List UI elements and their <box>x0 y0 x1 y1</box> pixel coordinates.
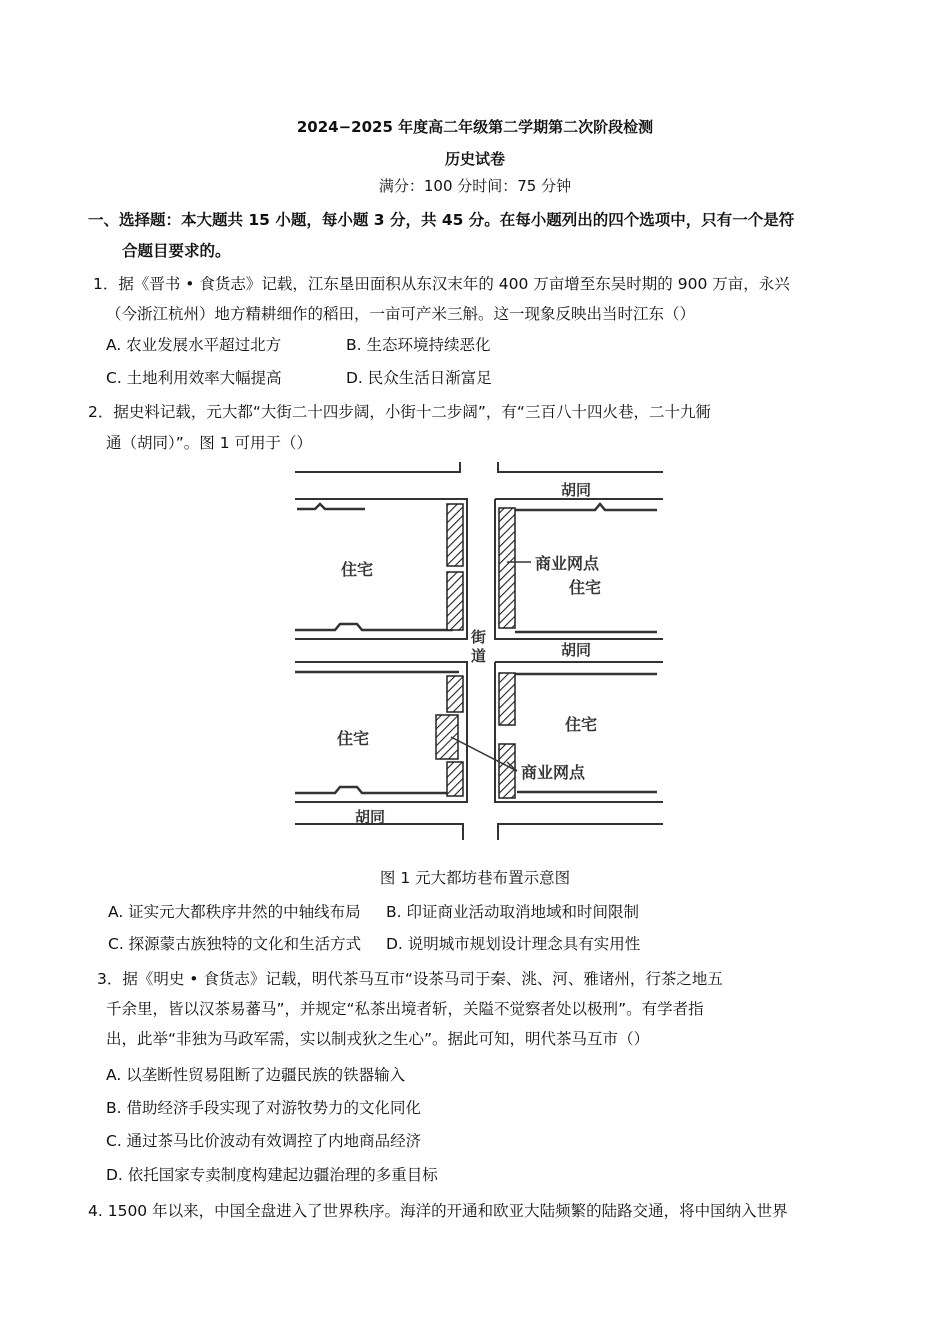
exam-meta: 满分：100 分时间：75 分钟 <box>378 177 572 195</box>
section-heading-line1: 一、选择题：本大题共 15 小题，每小题 3 分，共 45 分。在每小题列出的四个选项中，只有一个是符 <box>88 211 795 229</box>
label-jie: 街 <box>471 628 487 646</box>
bottom-right-block-outline <box>498 824 663 840</box>
q1-stem-line2: （今浙江杭州）地方精耕细作的稻田，一亩可产米三斛。这一现象反映出当时江东（） <box>106 305 696 323</box>
q2-stem-line2: 通（胡同）”。图 1 可用于（） <box>106 434 312 452</box>
q3-option-a[interactable]: A. 以垄断性贸易阻断了边疆民族的铁器输入 <box>106 1066 406 1084</box>
label-hutong-bottom: 胡同 <box>355 808 386 826</box>
outlet-ul-2 <box>447 572 463 630</box>
bottom-left-block-outline <box>295 824 463 840</box>
q3-option-d[interactable]: D. 依托国家专卖制度构建起边疆治理的多重目标 <box>106 1166 438 1184</box>
figure-1-street-layout <box>295 462 663 840</box>
label-hutong-top: 胡同 <box>561 481 592 499</box>
q2-stem-line1: 2．据史料记载，元大都“大街二十四步阔，小街十二步阔”，有“三百八十四火巷，二十九衕 <box>88 403 711 421</box>
top-right-block-outline <box>498 462 663 472</box>
label-shangye-upper: 商业网点 <box>535 554 600 573</box>
exam-title: 2024−2025 年度高二年级第二学期第二次阶段检测 <box>296 118 654 136</box>
q1-option-c[interactable]: C. 土地利用效率大幅提高 <box>106 369 282 387</box>
label-shangye-lower: 商业网点 <box>521 763 586 782</box>
q3-stem-line2: 千余里，皆以汉茶易蕃马”，并规定“私茶出境者斩，关隘不觉察者处以极刑”。有学者指 <box>106 1000 704 1018</box>
outlet-ll-2 <box>436 715 458 759</box>
outlet-ur-1 <box>499 508 515 628</box>
label-dao: 道 <box>471 647 487 665</box>
q3-stem-line1: 3．据《明史 • 食货志》记载，明代茶马互市“设茶马司于秦、洮、河、雅诸州，行茶之地五 <box>97 970 723 988</box>
q1-option-b[interactable]: B. 生态环境持续恶化 <box>346 336 491 354</box>
q3-option-b[interactable]: B. 借助经济手段实现了对游牧势力的文化同化 <box>106 1099 421 1117</box>
label-zhuzhai-lr: 住宅 <box>565 715 598 734</box>
section-heading-line2: 合题目要求的。 <box>122 242 231 260</box>
upper-left-block-outline <box>295 499 467 639</box>
outlet-ll-3 <box>447 762 463 796</box>
label-zhuzhai-ul: 住宅 <box>341 560 374 579</box>
figure-1-caption: 图 1 元大都坊巷布置示意图 <box>379 869 571 887</box>
outlet-lr-1 <box>499 673 515 725</box>
label-hutong-middle: 胡同 <box>561 641 592 659</box>
label-zhuzhai-ll: 住宅 <box>337 729 370 748</box>
q1-option-a[interactable]: A. 农业发展水平超过北方 <box>106 336 282 354</box>
outlet-lr-2 <box>499 744 515 798</box>
q2-option-c[interactable]: C. 探源蒙古族独特的文化和生活方式 <box>108 935 362 953</box>
q3-option-c[interactable]: C. 通过茶马比价波动有效调控了内地商品经济 <box>106 1132 422 1150</box>
q4-stem-line1: 4. 1500 年以来，中国全盘进入了世界秩序。海洋的开通和欧亚大陆频繁的陆路交通，将中国纳入世界 <box>88 1202 788 1220</box>
outlet-ll-1 <box>447 676 463 712</box>
exam-subject: 历史试卷 <box>444 150 505 168</box>
label-zhuzhai-ur: 住宅 <box>569 578 602 597</box>
q2-option-d[interactable]: D. 说明城市规划设计理念具有实用性 <box>386 935 641 953</box>
q2-option-b[interactable]: B. 印证商业活动取消地域和时间限制 <box>386 903 639 921</box>
outlet-ul-1 <box>447 504 463 566</box>
q1-option-d[interactable]: D. 民众生活日渐富足 <box>346 369 492 387</box>
q2-option-a[interactable]: A. 证实元大都秩序井然的中轴线布局 <box>108 903 361 921</box>
q1-stem-line1: 1．据《晋书 • 食货志》记载，江东垦田面积从东汉末年的 400 万亩增至东吴时期的 900 万亩，永兴 <box>93 275 790 293</box>
top-left-block-outline <box>295 462 460 472</box>
q3-stem-line3: 出，此举“非独为马政军需，实以制戎狄之生心”。据此可知，明代茶马互市（） <box>106 1030 650 1048</box>
